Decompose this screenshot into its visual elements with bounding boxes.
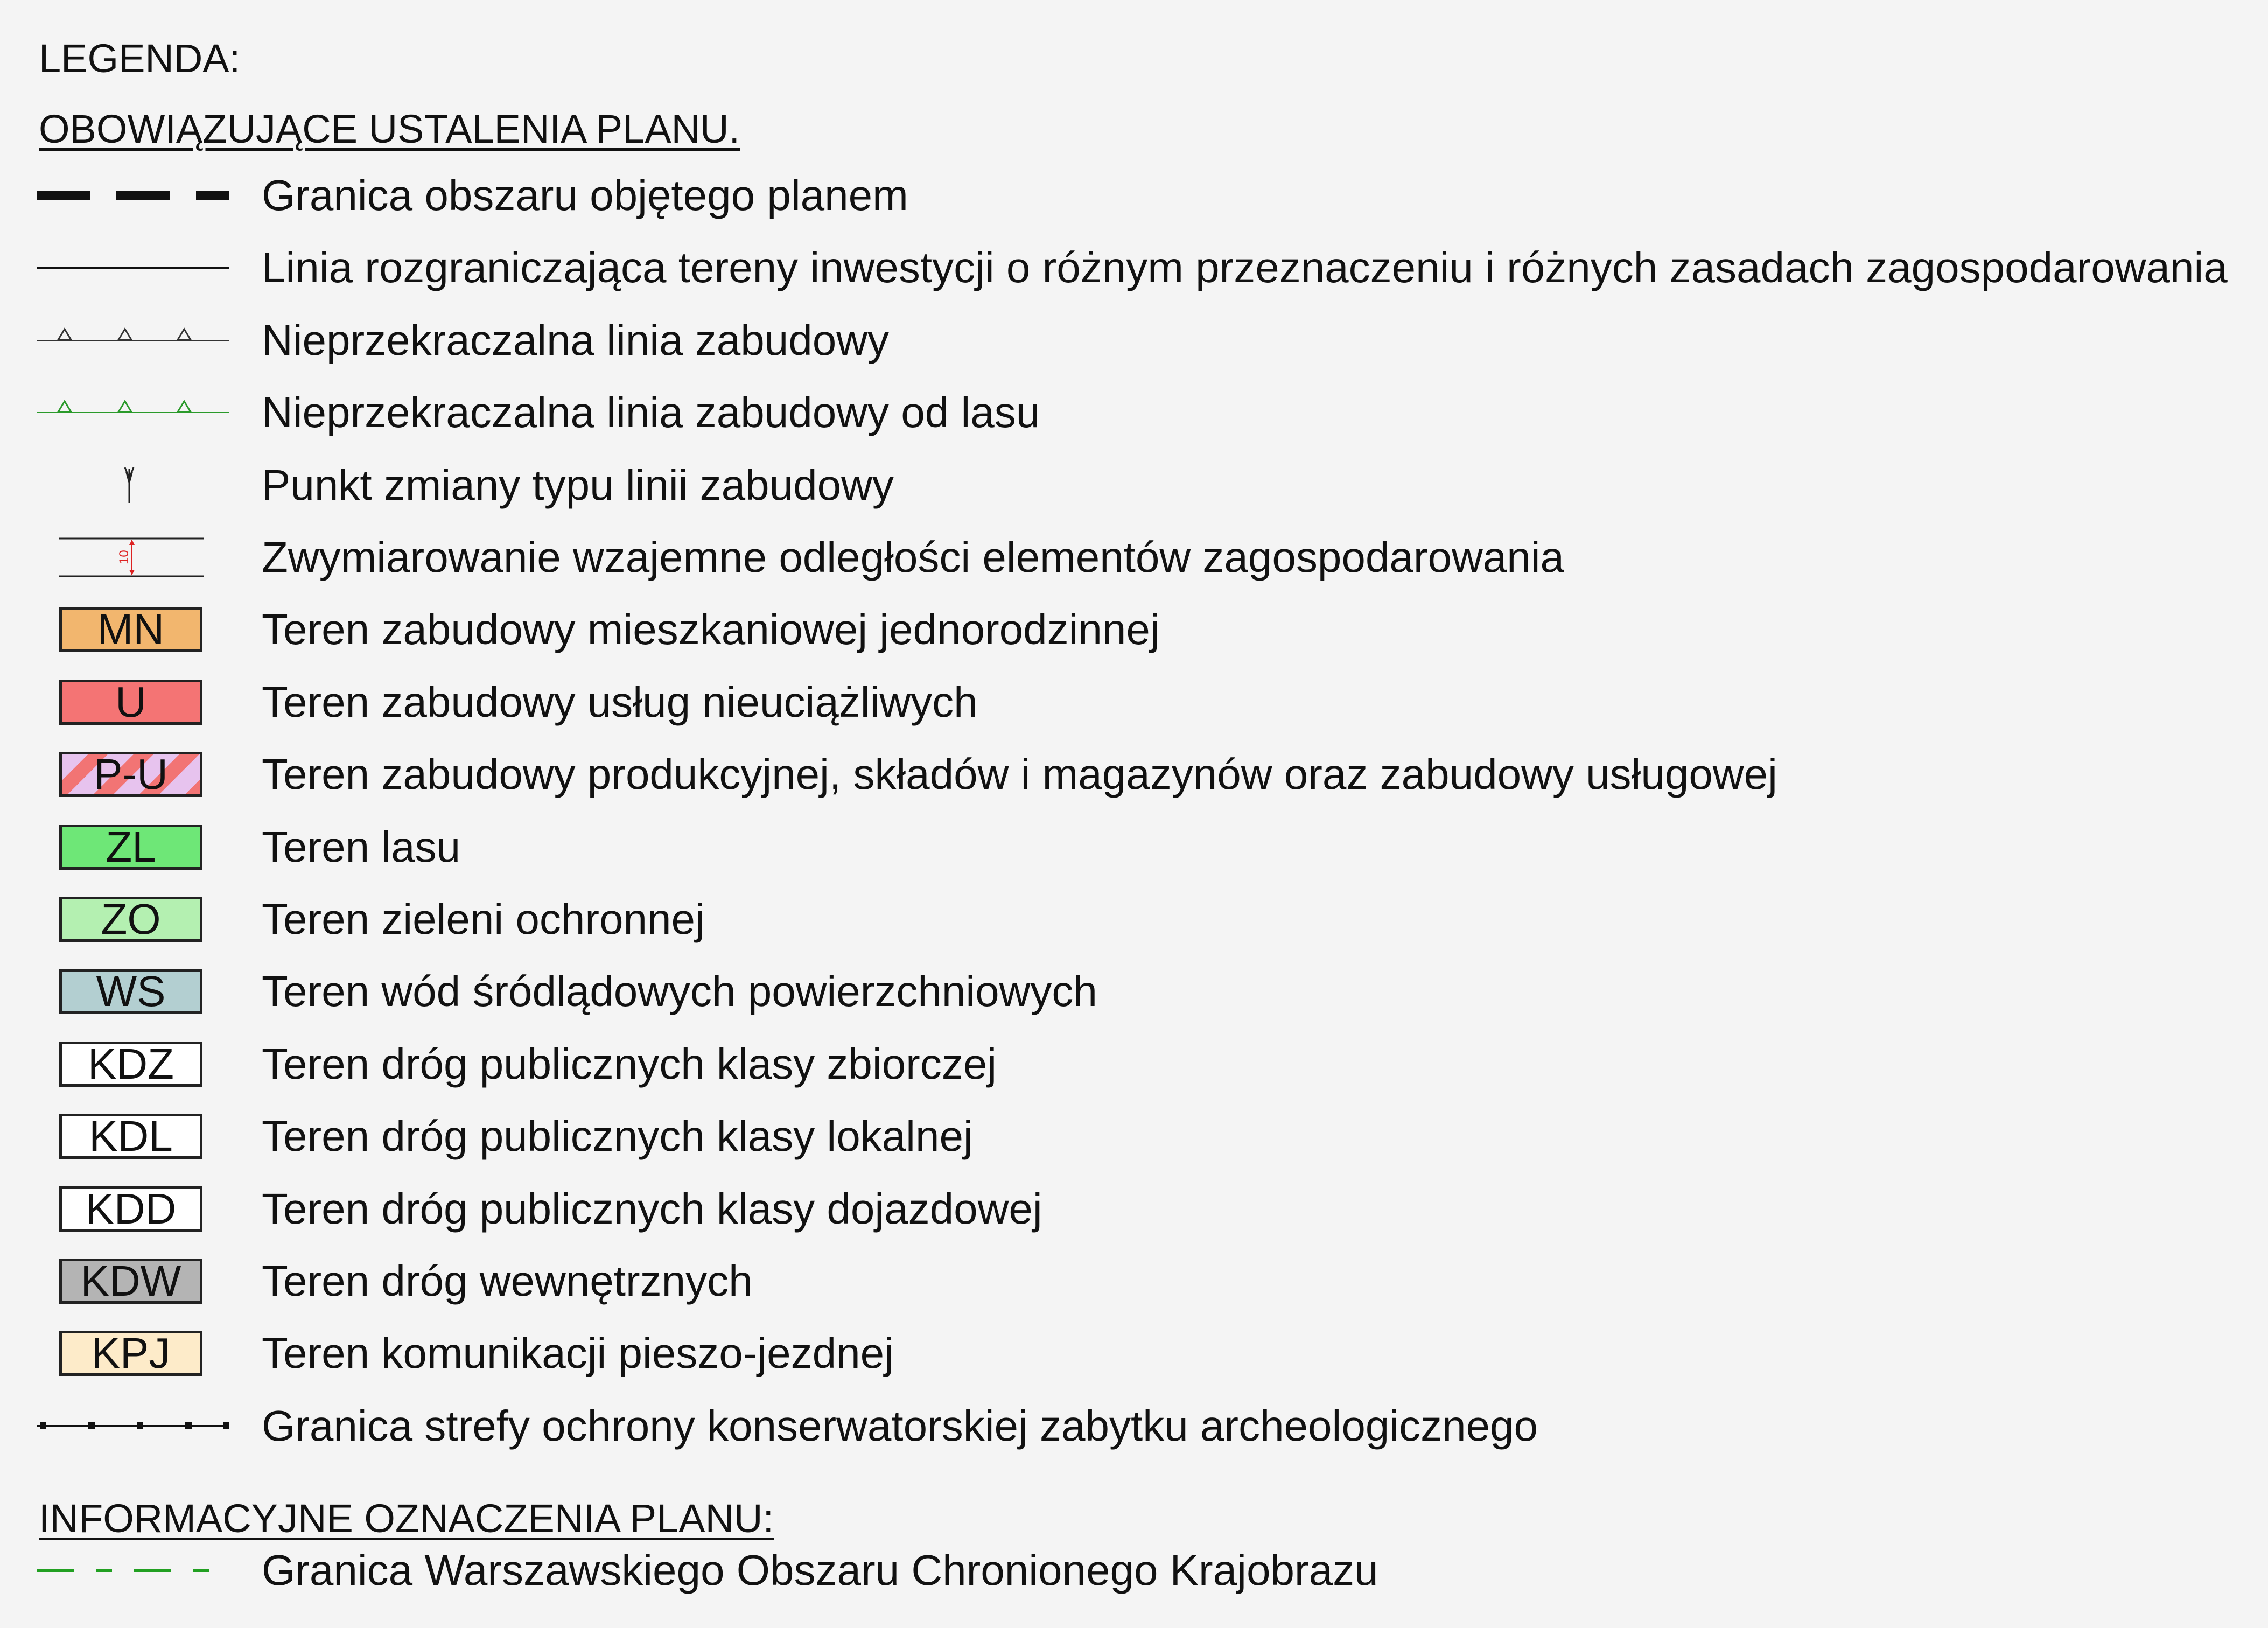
legend-swatch-zo: ZO [59, 897, 202, 942]
legend-symbol [32, 1317, 237, 1389]
legend-row [0, 1100, 2268, 1172]
dot-marker [185, 1422, 192, 1429]
legend-symbol-thick-dashed-line [32, 159, 237, 232]
legend-row [0, 1028, 2268, 1100]
legend-row [0, 376, 2268, 449]
legend-label: Teren dróg publicznych klasy dojazdowej [262, 1185, 1042, 1233]
legend-row [0, 449, 2268, 521]
legend-symbol [32, 666, 237, 738]
dot-marker [223, 1422, 229, 1429]
legend-label: Teren zabudowy mieszkaniowej jednorodzinnej [262, 605, 1160, 653]
legend-symbol [32, 159, 237, 232]
legend-label: Granica obszaru objętego planem [262, 171, 908, 219]
legend-label: Teren zabudowy produkcyjnej, składów i magazynów oraz zabudowy usługowej [262, 750, 1777, 798]
info-section-heading: INFORMACYJNE OZNACZENIA PLANU: [39, 1496, 774, 1541]
legend-symbol [32, 593, 237, 666]
legend-label: Teren dróg publicznych klasy lokalnej [262, 1112, 973, 1160]
legend-symbol-triangle-line-black [32, 304, 237, 376]
legend-swatch-kdw: KDW [59, 1259, 202, 1304]
legend-swatch-kdd: KDD [59, 1186, 202, 1232]
legend-row [0, 593, 2268, 666]
legend-symbol [32, 738, 237, 810]
triangle-marker-icon [58, 401, 71, 412]
legend-swatch-kpj: KPJ [59, 1331, 202, 1376]
triangle-marker-icon [178, 401, 191, 412]
triangle-marker-icon [178, 329, 191, 340]
legend-symbol [32, 811, 237, 883]
legend-row [0, 955, 2268, 1028]
legend-symbol [32, 1534, 237, 1606]
legend-label: Teren dróg wewnętrznych [262, 1257, 753, 1305]
legend-row [0, 666, 2268, 738]
legend-symbol-dot-dash-line [32, 1390, 237, 1462]
legend-symbol [32, 304, 237, 376]
binding-section-heading: OBOWIĄZUJĄCE USTALENIA PLANU. [39, 107, 740, 151]
legend-symbol-green-dash-line [32, 1534, 237, 1606]
legend-label: Teren wód śródlądowych powierzchniowych [262, 967, 1097, 1015]
legend-row [0, 1390, 2268, 1462]
dimension-value: 10 [117, 550, 131, 564]
legend-symbol [32, 376, 237, 449]
legend-swatch-p-u: P-U [59, 752, 202, 797]
legend-symbol [32, 1245, 237, 1317]
legend-label: Teren dróg publicznych klasy zbiorczej [262, 1040, 997, 1088]
legend-swatch-mn: MN [59, 607, 202, 652]
dimension-arrow-down [129, 570, 135, 575]
legend-label: Teren lasu [262, 823, 461, 871]
legend-swatch-ws: WS [59, 969, 202, 1014]
legend-symbol [32, 1100, 237, 1172]
legend-symbol [32, 955, 237, 1028]
legend-symbol [32, 449, 237, 521]
legend-row [0, 1245, 2268, 1317]
legend-symbol [32, 1028, 237, 1100]
legend-label: Teren komunikacji pieszo-jezdnej [262, 1329, 894, 1377]
legend-label: Teren zabudowy usług nieuciążliwych [262, 678, 978, 726]
dimension-arrow-up [129, 540, 135, 545]
legend-row [0, 159, 2268, 232]
legend-symbol [32, 232, 237, 304]
dot-marker [137, 1422, 143, 1429]
legend-label: Nieprzekraczalna linia zabudowy [262, 316, 890, 364]
change-point-icon [125, 467, 134, 503]
legend-row [0, 811, 2268, 883]
legend-row [0, 738, 2268, 810]
legend-label: Punkt zmiany typu linii zabudowy [262, 461, 894, 509]
legend-row [0, 1173, 2268, 1245]
legend-swatch-kdz: KDZ [59, 1042, 202, 1087]
legend-row [0, 1534, 2268, 1606]
legend-symbol-thin-solid-line [32, 232, 237, 304]
legend-row [0, 232, 2268, 304]
legend-label: Nieprzekraczalna linia zabudowy od lasu [262, 388, 1040, 436]
legend-swatch-kdl: KDL [59, 1114, 202, 1159]
legend-symbol-change-point-marker [32, 449, 237, 521]
legend-symbol [32, 883, 237, 955]
triangle-marker-icon [118, 401, 131, 412]
legend-label: Teren zieleni ochronnej [262, 895, 705, 943]
legend-symbol-triangle-line-green [32, 376, 237, 449]
legend-row [0, 1317, 2268, 1389]
dot-marker [40, 1422, 46, 1429]
legend-title: LEGENDA: [39, 36, 241, 81]
triangle-marker-icon [118, 329, 131, 340]
legend-symbol [32, 1173, 237, 1245]
legend-label: Granica Warszawskiego Obszaru Chronionego Krajobrazu [262, 1546, 1378, 1594]
legend-symbol-dimension-marker [32, 521, 237, 593]
legend-label: Zwymiarowanie wzajemne odległości elementów zagospodarowania [262, 533, 1565, 581]
dot-marker [88, 1422, 95, 1429]
legend-symbol [32, 521, 237, 593]
legend-label: Granica strefy ochrony konserwatorskiej zabytku archeologicznego [262, 1402, 1538, 1450]
triangle-marker-icon [58, 329, 71, 340]
legend-row [0, 883, 2268, 955]
legend-label: Linia rozgraniczająca tereny inwestycji o różnym przeznaczeniu i różnych zasadach zagospodarowania [262, 243, 2228, 291]
legend-swatch-zl: ZL [59, 825, 202, 870]
legend-row [0, 521, 2268, 593]
legend-row [0, 304, 2268, 376]
legend-symbol [32, 1390, 237, 1462]
legend-swatch-u: U [59, 680, 202, 725]
